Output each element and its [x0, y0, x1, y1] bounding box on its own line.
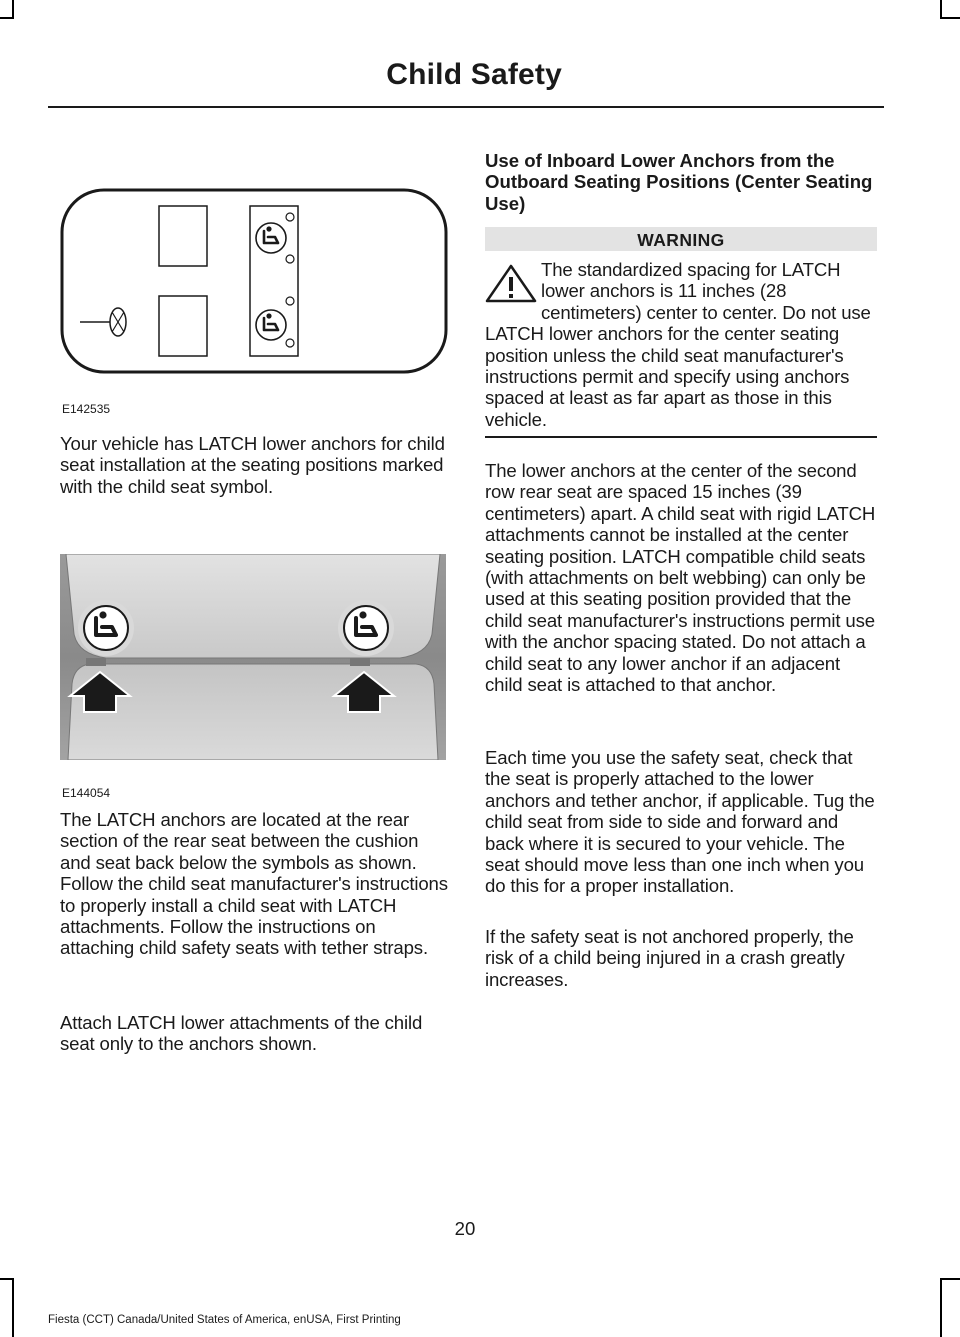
latch-seat-diagram: [60, 188, 448, 374]
warning-text: The standardized spacing for LATCH lower anchors is 11 inches (28 centimeters) center to center. Do not use LATCH lower anchors for the center seating position unless the child seat manufacturer's instructions permit and specify using anchors spaced at least as far apart as those in this vehicle.: [485, 259, 871, 430]
figure-code: E142535: [62, 402, 111, 416]
crop-mark: [940, 0, 942, 18]
latch-anchor-illustration: [60, 554, 446, 760]
crop-mark: [940, 1278, 942, 1337]
edition-footer: Fiesta (CCT) Canada/United States of America, enUSA, First Printing: [48, 1314, 401, 1326]
warning-triangle-icon: [485, 263, 537, 303]
page-number: 20: [454, 1218, 476, 1239]
child-seat-icon: [256, 310, 286, 340]
warning-box: [485, 259, 881, 430]
figure-code: E144054: [62, 786, 111, 800]
child-seat-icon: [338, 600, 394, 656]
header-divider: [48, 106, 884, 108]
warning-label: WARNING: [485, 227, 877, 251]
crop-mark: [12, 1278, 14, 1337]
body-paragraph: Your vehicle has LATCH lower anchors for child seat installation at the seating positions marked with the child seat symbol.: [60, 433, 445, 497]
crop-mark: [0, 17, 14, 19]
body-paragraph: If the safety seat is not anchored properly, the risk of a child being injured in a crash greatly increases.: [485, 926, 854, 990]
crop-mark: [0, 1278, 14, 1280]
page-title: Child Safety: [386, 58, 562, 91]
warning-divider: [485, 436, 877, 438]
child-seat-icon: [78, 600, 134, 656]
section-heading: Use of Inboard Lower Anchors from the Outboard Seating Positions (Center Seating Use): [485, 150, 873, 214]
body-paragraph: The lower anchors at the center of the second row rear seat are spaced 15 inches (39 centimeters) apart. A child seat with rigid LATCH attachments cannot be installed at the center seating position. LATCH compatible child seats (with attachments on belt webbing) can only be used at this seating position provided that the child seat manufacturer's instructions permit use with the anchor spacing stated. Do not attach a child seat to any lower anchor if an adjacent child seat is attached to that anchor.: [485, 460, 876, 696]
body-paragraph: Attach LATCH lower attachments of the child seat only to the anchors shown.: [60, 1012, 423, 1055]
child-seat-icon: [256, 223, 286, 253]
body-paragraph: The LATCH anchors are located at the rear section of the rear seat between the cushion and seat back below the symbols as shown. Follow the child seat manufacturer's instructions to properly install a child seat with LATCH attachments. Follow the instructions on attaching child safety seats with tether straps.: [60, 809, 448, 959]
crop-mark: [940, 1278, 960, 1280]
crop-mark: [12, 0, 14, 18]
crop-mark: [940, 17, 960, 19]
body-paragraph: Each time you use the safety seat, check that the seat is properly attached to the lower anchors and tether anchor, if applicable. Tug the child seat from side to side and forward and back where it is secured to your vehicle. The seat should move less than one inch when you do this for a proper installation.: [485, 747, 875, 897]
